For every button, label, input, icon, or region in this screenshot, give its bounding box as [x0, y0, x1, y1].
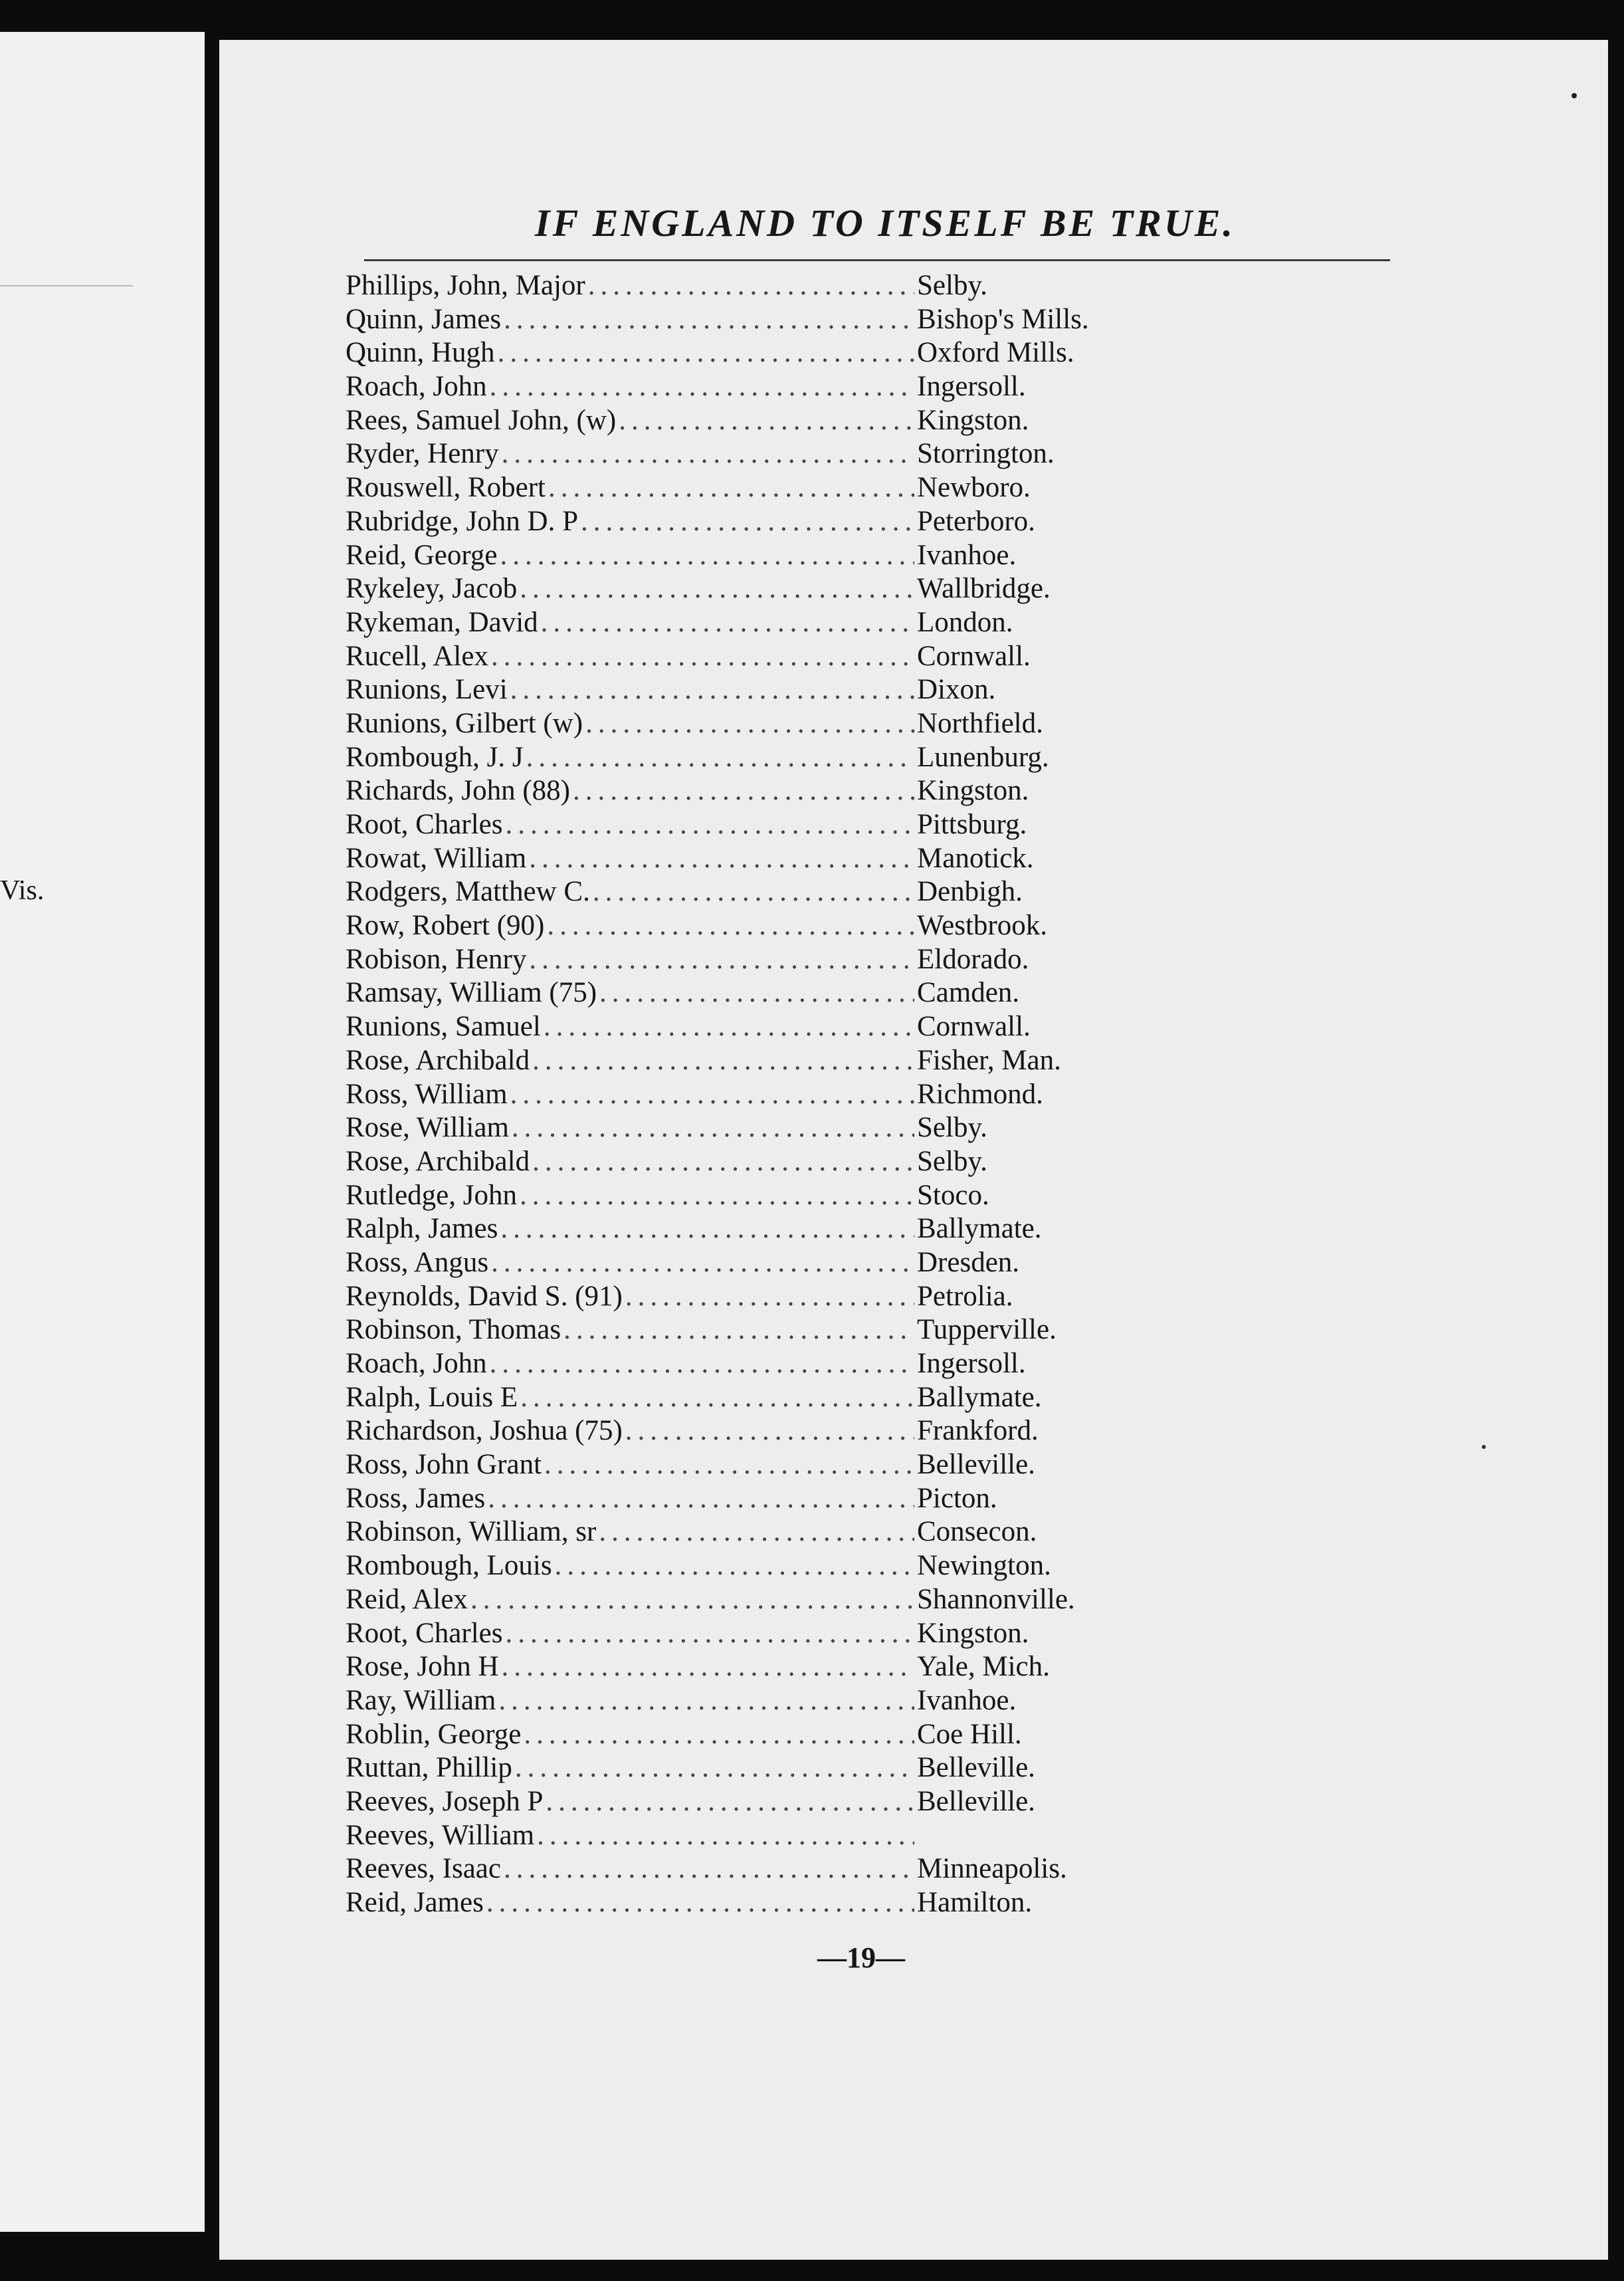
- entry-name: Phillips, John, Major: [346, 270, 585, 301]
- dot-leader: [500, 1212, 914, 1245]
- running-title: IF ENGLAND TO ITSELF BE TRUE.: [535, 201, 1235, 245]
- entry-name: Reeves, William: [346, 1819, 535, 1851]
- entry-place: Selby.: [917, 1112, 987, 1144]
- list-item: [346, 1684, 1229, 1718]
- list-item: [346, 1617, 1229, 1651]
- entry-place: Hamilton.: [917, 1887, 1033, 1918]
- dot-leader: [529, 943, 914, 976]
- entry-name: Roach, John: [346, 1348, 487, 1379]
- entry-name: Root, Charles: [346, 1617, 503, 1649]
- entry-place: Minneapolis.: [917, 1853, 1067, 1885]
- dot-leader: [526, 741, 914, 774]
- entry-place: Oxford Mills.: [917, 337, 1074, 369]
- entry-name: Reid, James: [346, 1887, 484, 1918]
- list-item: [346, 774, 1229, 808]
- entry-place: Ballymate.: [917, 1381, 1042, 1413]
- list-item: [346, 1751, 1229, 1785]
- entry-place: Denbigh.: [917, 876, 1023, 908]
- entry-place: Peterboro.: [917, 505, 1035, 537]
- dot-leader: [470, 1583, 914, 1616]
- list-item: [346, 1347, 1229, 1381]
- entry-place: Richmond.: [917, 1078, 1043, 1110]
- entry-name: Rutledge, John: [346, 1179, 517, 1211]
- dot-leader: [520, 1179, 914, 1212]
- entry-place: Fisher, Man.: [917, 1044, 1061, 1076]
- entry-name: Runions, Samuel: [346, 1011, 541, 1043]
- list-item: [346, 1482, 1229, 1516]
- dot-leader: [504, 303, 914, 336]
- dot-leader: [500, 539, 914, 572]
- left-page: [0, 32, 205, 2232]
- entry-name: Ryder, Henry: [346, 438, 499, 470]
- list-item: [346, 741, 1229, 775]
- entry-name: Robinson, William, sr: [346, 1516, 597, 1548]
- dot-leader: [548, 471, 914, 504]
- entry-name: Reynolds, David S. (91): [346, 1280, 623, 1312]
- entry-place: Newington.: [917, 1550, 1051, 1582]
- entry-place: Ivanhoe.: [917, 539, 1017, 571]
- list-item: [346, 1111, 1229, 1145]
- dot-leader: [491, 1246, 914, 1279]
- dot-leader: [520, 572, 914, 605]
- list-item: [346, 1246, 1229, 1280]
- entry-place: Belleville.: [917, 1752, 1035, 1784]
- entry-place: Shannonville.: [917, 1583, 1075, 1615]
- entry-place: Westbrook.: [917, 910, 1047, 942]
- dot-leader: [588, 269, 914, 302]
- dot-leader: [599, 976, 914, 1009]
- entry-name: Rose, Archibald: [346, 1044, 530, 1076]
- dot-leader: [563, 1313, 914, 1346]
- list-item: [346, 471, 1229, 505]
- list-item: [346, 303, 1229, 337]
- dot-leader: [486, 1886, 914, 1919]
- list-item: [346, 606, 1229, 640]
- dot-leader: [544, 1010, 914, 1043]
- entry-name: Rose, William: [346, 1112, 509, 1144]
- list-item: [346, 539, 1229, 573]
- dot-leader: [504, 1852, 914, 1885]
- entry-place: Ivanhoe.: [917, 1684, 1017, 1716]
- entry-place: Cornwall.: [917, 640, 1031, 672]
- list-item: [346, 404, 1229, 438]
- list-item: [346, 808, 1229, 842]
- entry-name: Ramsay, William (75): [346, 977, 597, 1009]
- entry-name: Ralph, James: [346, 1213, 498, 1245]
- dot-leader: [520, 1381, 914, 1414]
- entry-name: Richardson, Joshua (75): [346, 1415, 623, 1447]
- print-speck: [1572, 93, 1577, 98]
- list-item: [346, 1414, 1229, 1448]
- entry-name: Rouswell, Robert: [346, 472, 546, 504]
- entry-name: Roach, John: [346, 371, 487, 403]
- list-item: [346, 1010, 1229, 1044]
- list-item: [346, 1852, 1229, 1886]
- list-item: [346, 1785, 1229, 1819]
- dot-leader: [510, 1078, 914, 1111]
- dot-leader: [502, 437, 914, 470]
- entry-name: Robinson, Thomas: [346, 1314, 561, 1346]
- dot-leader: [581, 505, 914, 538]
- entry-name: Reid, Alex: [346, 1583, 468, 1615]
- entry-place: Picton.: [917, 1482, 997, 1514]
- dot-leader: [491, 640, 914, 673]
- left-page-text-fragment: Vis.: [0, 875, 45, 906]
- dot-leader: [505, 808, 914, 841]
- dot-leader: [599, 1515, 914, 1548]
- entry-name: Reeves, Isaac: [346, 1853, 501, 1885]
- entry-place: Cornwall.: [917, 1011, 1031, 1043]
- dot-leader: [625, 1414, 914, 1447]
- list-item: [346, 1145, 1229, 1179]
- list-item: [346, 842, 1229, 876]
- list-item: [346, 909, 1229, 943]
- list-item: [346, 505, 1229, 539]
- entry-name: Rowat, William: [346, 842, 527, 874]
- entry-place: Belleville.: [917, 1449, 1035, 1481]
- list-item: [346, 336, 1229, 370]
- list-item: [346, 1179, 1229, 1213]
- dot-leader: [490, 1347, 914, 1380]
- entry-name: Runions, Gilbert (w): [346, 707, 583, 739]
- dot-leader: [546, 1785, 914, 1818]
- dot-leader: [585, 707, 914, 740]
- list-item: [346, 572, 1229, 606]
- entry-place: Stoco.: [917, 1179, 989, 1211]
- entry-name: Rombough, Louis: [346, 1550, 552, 1582]
- name-list: [346, 269, 1229, 1920]
- list-item: [346, 269, 1229, 303]
- entry-name: Ross, John Grant: [346, 1449, 542, 1481]
- entry-place: Petrolia.: [917, 1280, 1013, 1312]
- entry-place: Newboro.: [917, 472, 1031, 504]
- entry-name: Reeves, Joseph P: [346, 1785, 544, 1817]
- entry-name: Ross, Angus: [346, 1246, 489, 1278]
- dot-leader: [532, 1044, 914, 1077]
- list-item: [346, 1448, 1229, 1482]
- dot-leader: [625, 1280, 914, 1313]
- entry-place: Ingersoll.: [917, 1348, 1026, 1379]
- list-item: [346, 1583, 1229, 1617]
- list-item: [346, 1313, 1229, 1347]
- dot-leader: [488, 1482, 914, 1515]
- entry-place: Coe Hill.: [917, 1718, 1022, 1750]
- dot-leader: [529, 842, 914, 875]
- list-item: [346, 943, 1229, 977]
- list-item: [346, 707, 1229, 741]
- entry-name: Row, Robert (90): [346, 910, 545, 942]
- entry-name: Quinn, James: [346, 303, 502, 335]
- list-item: [346, 370, 1229, 404]
- entry-name: Ross, James: [346, 1482, 486, 1514]
- entry-name: Runions, Levi: [346, 674, 508, 706]
- dot-leader: [498, 336, 914, 369]
- dot-leader: [547, 909, 914, 942]
- list-item: [346, 1819, 1229, 1853]
- list-item: [346, 640, 1229, 674]
- entry-place: Eldorado.: [917, 943, 1029, 975]
- dot-leader: [573, 774, 914, 807]
- entry-place: Selby.: [917, 270, 987, 301]
- list-item: [346, 1549, 1229, 1583]
- list-item: [346, 1381, 1229, 1415]
- dot-leader: [537, 1819, 914, 1852]
- entry-place: Kingston.: [917, 775, 1029, 807]
- entry-name: Rucell, Alex: [346, 640, 488, 672]
- entry-name: Rombough, J. J: [346, 741, 524, 773]
- list-item: [346, 673, 1229, 707]
- print-speck: [1482, 1445, 1486, 1449]
- dot-leader: [532, 1145, 914, 1178]
- dot-leader: [524, 1718, 914, 1751]
- entry-name: Quinn, Hugh: [346, 337, 495, 369]
- entry-place: Storrington.: [917, 438, 1055, 470]
- entry-place: Yale, Mich.: [917, 1651, 1050, 1683]
- entry-place: Camden.: [917, 977, 1020, 1009]
- dot-leader: [512, 1111, 914, 1144]
- entry-place: Frankford.: [917, 1415, 1039, 1447]
- dot-leader: [498, 1684, 914, 1717]
- entry-place: Ingersoll.: [917, 371, 1026, 403]
- list-item: [346, 1718, 1229, 1752]
- entry-name: Roblin, George: [346, 1718, 522, 1750]
- entry-place: Lunenburg.: [917, 741, 1049, 773]
- entry-place: Dixon.: [917, 674, 996, 706]
- entry-place: Northfield.: [917, 707, 1043, 739]
- entry-name: Rykeley, Jacob: [346, 573, 518, 605]
- entry-place: Dresden.: [917, 1246, 1020, 1278]
- dot-leader: [541, 606, 914, 639]
- entry-place: Bishop's Mills.: [917, 303, 1089, 335]
- entry-name: Root, Charles: [346, 809, 503, 840]
- entry-name: Rykeman, David: [346, 606, 538, 638]
- entry-name: Ruttan, Phillip: [346, 1752, 512, 1784]
- entry-name: Ray, William: [346, 1684, 496, 1716]
- entry-place: Ballymate.: [917, 1213, 1042, 1245]
- list-item: [346, 875, 1229, 909]
- header-rule: [364, 259, 1390, 261]
- dot-leader: [593, 875, 914, 908]
- entry-place: Wallbridge.: [917, 573, 1051, 605]
- dot-leader: [505, 1617, 914, 1650]
- dot-leader: [510, 673, 914, 706]
- page-number: —19—: [817, 1941, 905, 1974]
- entry-name: Rose, Archibald: [346, 1145, 530, 1177]
- list-item: [346, 1515, 1229, 1549]
- entry-place: London.: [917, 606, 1013, 638]
- dot-leader: [619, 404, 914, 437]
- entry-name: Ralph, Louis E: [346, 1381, 518, 1413]
- dot-leader: [490, 370, 914, 403]
- entry-place: Manotick.: [917, 842, 1034, 874]
- entry-name: Reid, George: [346, 539, 498, 571]
- dot-leader: [515, 1751, 914, 1784]
- dot-leader: [502, 1650, 914, 1683]
- list-item: [346, 1044, 1229, 1078]
- entry-place: Consecon.: [917, 1516, 1037, 1548]
- list-item: [346, 437, 1229, 471]
- entry-place: Kingston.: [917, 404, 1029, 436]
- list-item: [346, 1280, 1229, 1314]
- entry-name: Rodgers, Matthew C.: [346, 876, 590, 908]
- list-item: [346, 1650, 1229, 1684]
- list-item: [346, 1078, 1229, 1112]
- entry-place: Pittsburg.: [917, 809, 1027, 840]
- entry-place: Tupperville.: [917, 1314, 1057, 1346]
- entry-place: Selby.: [917, 1145, 987, 1177]
- left-page-rule: [0, 285, 133, 286]
- entry-name: Rubridge, John D. P: [346, 505, 578, 537]
- entry-place: Belleville.: [917, 1785, 1035, 1817]
- entry-name: Robison, Henry: [346, 943, 527, 975]
- entry-name: Rose, John H: [346, 1651, 499, 1683]
- list-item: [346, 976, 1229, 1010]
- dot-leader: [544, 1448, 914, 1481]
- entry-place: Kingston.: [917, 1617, 1029, 1649]
- list-item: [346, 1886, 1229, 1920]
- entry-name: Rees, Samuel John, (w): [346, 404, 617, 436]
- dot-leader: [555, 1549, 914, 1582]
- entry-name: Ross, William: [346, 1078, 508, 1110]
- entry-name: Richards, John (88): [346, 775, 570, 807]
- list-item: [346, 1212, 1229, 1246]
